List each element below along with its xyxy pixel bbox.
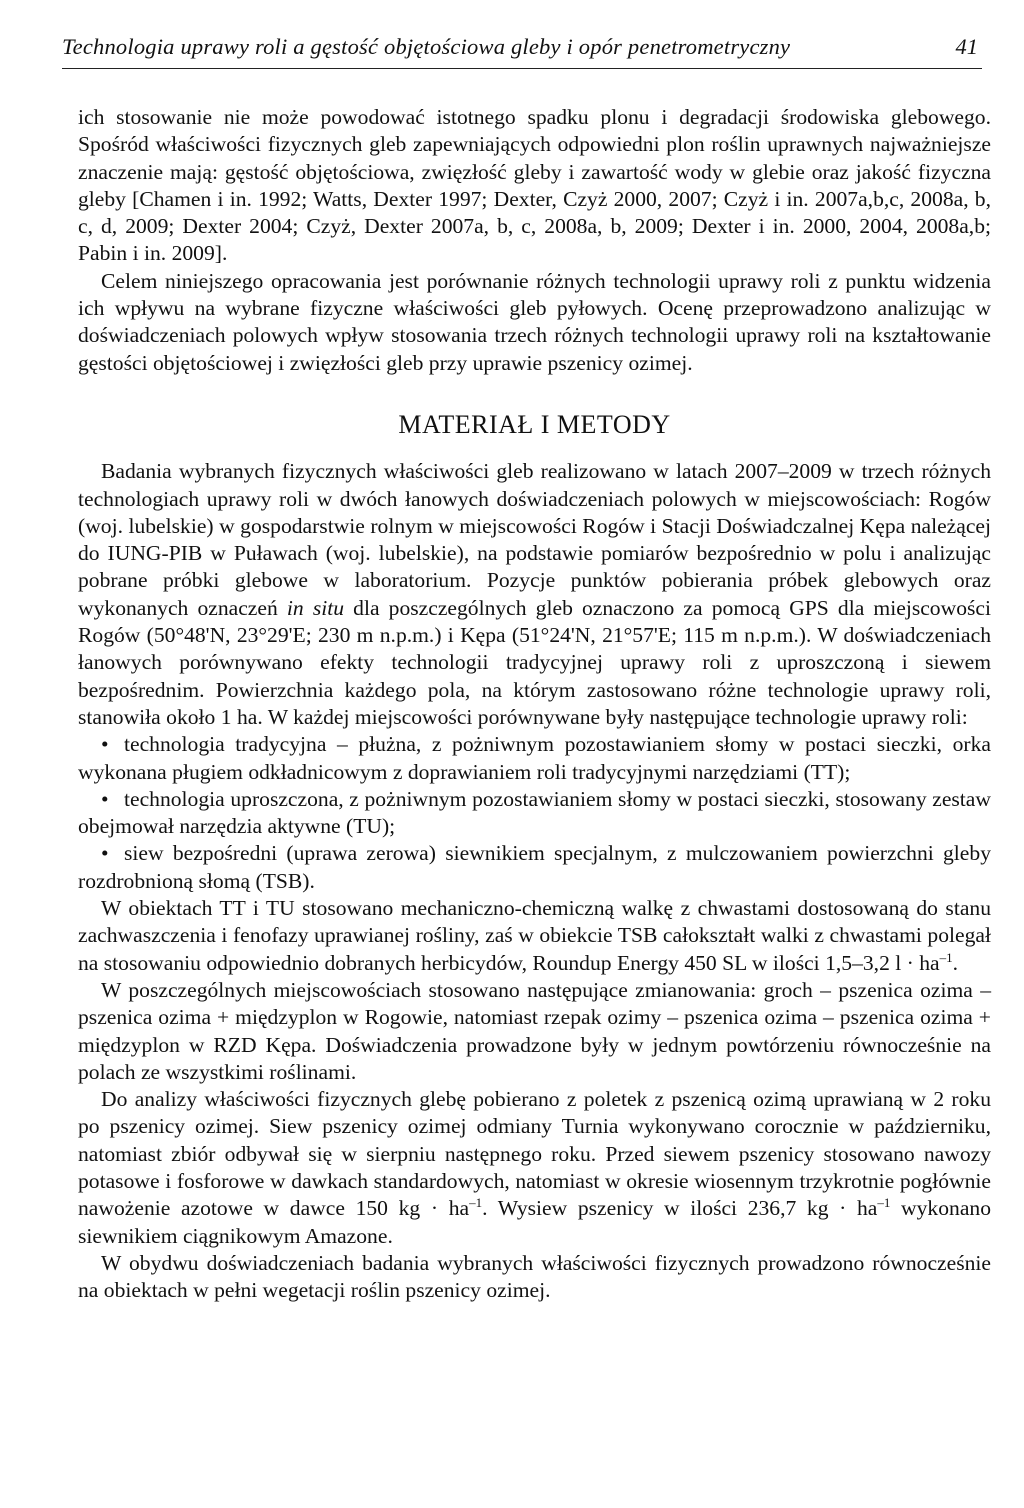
text-run: Badania wybranych fizycznych właściwości gleb realizowano w latach 2007–2009 w trzech różnych technologiach uprawy roli w dwóch łanowych doświadczeniach polowych w miejscowościach: Rogów (woj. lubelskie) w gospodarstwie rolnym w miejscowości Rogów i Stacji Doświadczalnej Kępa należącej do IUNG-PIB w Puławach (woj. lubelskie), na podstawie pomiarów bezpośrednio w polu i analizując pobrane próbki glebowe w laboratorium. Pozycje punktów pobierania próbek glebowych oraz wykonanych oznaczeń [78,459,991,620]
running-header [62,34,982,69]
text-run: Do analizy właściwości fizycznych glebę pobierano z poletek z pszenicą ozimą uprawianą w 2 roku po pszenicy ozimej. Siew pszenicy ozimej odmiany Turnia wykonywano corocznie w październiku, natomiast zbiór odbywał się w sierpniu następnego roku. Przed siewem pszenicy stosowano nawozy potasowe i fosforowe w dawkach standardowych, natomiast w okresie wiosennym trzykrotnie pogłównie nawożenie azotowe w dawce 150 kg · ha [78,1087,991,1221]
paragraph-crop-rotation: W poszczególnych miejscowościach stosowano następujące zmianowania: groch – pszenica ozima – pszenica ozima + międzyplon w Rogowie, natomiast rzepak ozimy – pszenica ozima – pszenica ozima + międzyplon w RZD Kępa. Doświadczenia prowadzone były w jednym powtórzeniu równocześnie na polach ze wszystkimi roślinami. [78,977,991,1084]
text-run: W obiektach TT i TU stosowano mechaniczno-chemiczną walkę z chwastami dostosowaną do stanu zachwaszczenia i fenofazy uprawianej rośliny, zaś w obiekcie TSB całokształt walki z chwastami polegał na stosowaniu odpowiednio dobranych herbicydów, Roundup Energy 450 SL w ilości 1,5–3,2 l · ha [78,896,991,975]
running-title: Technologia uprawy roli a gęstość objętościowa gleby i opór penetrometryczny [62,34,791,59]
list-item-text: siew bezpośredni (uprawa zerowa) siewnikiem specjalnym, z mulczowaniem powierzchni gleby rozdrobnioną słomą (TSB). [78,841,991,893]
list-item-tu [78,786,991,841]
list-item-text: technologia uproszczona, z pożniwnym pozostawianiem słomy w postaci sieczki, stosowany zestaw obejmował narzędzia aktywne (TU); [78,786,991,839]
superscript: –1 [877,1195,891,1211]
bullet-mark: • [101,786,109,811]
list-item-text: technologia tradycyjna – płużna, z pożniwnym pozostawianiem słomy w postaci sieczki, orka wykonana pługiem odkładnicowym z doprawianiem roli tradycyjnymi narzędziami (TT); [78,732,991,784]
text-run: wykonano siewnikiem ciągnikowym Amazone. [78,1196,991,1248]
paragraph-methods-sites [78,458,991,731]
section-heading: MATERIAŁ I METODY [398,409,671,439]
text-run: . [952,950,959,975]
paragraph-aim: Celem niniejszego opracowania jest porównanie różnych technologii uprawy roli z punktu widzenia ich wpływu na wybrane fizyczne właściwości gleb pyłowych. Ocenę przeprowadzono analizując w doświadczeniach polowych wpływ stosowania trzech różnych technologii uprawy roli na kształtowanie gęstości objętościowej i zwięzłości gleb przy uprawie pszenicy ozimej. [78,268,991,375]
italic-term: in situ [286,595,345,620]
paragraph-measurement-timing: W obydwu doświadczeniach badania wybranych właściwości fizycznych prowadzono równocześnie na obiektach w pełni wegetacji roślin pszenicy ozimej. [78,1250,991,1303]
list-item-tsb [78,840,991,895]
text-run: . Wysiew pszenicy w ilości 236,7 kg · ha [482,1196,878,1221]
text-run: dla poszczególnych gleb oznaczono za pomocą GPS dla miejscowości Rogów (50°48'N, 23°29'E; 230 m n.p.m.) i Kępa (51°24'N, 21°57'E; 115 m n.p.m.). W doświadczeniach łanowych porównywano efekty technologii tradycyjnej uprawy roli z uproszczoną i siewem bezpośrednim. Powierzchnia każdego pola, na którym zastosowano różne technologie uprawy roli, stanowiła około 1 ha. W każdej miejscowości porównywane były następujące technologie uprawy roli: [78,595,991,729]
page-number: 41 [955,34,978,59]
list-item-tt [78,731,991,786]
bullet-mark: • [101,732,109,757]
paragraph-weed-control [78,895,991,977]
superscript: –1 [469,1195,483,1211]
bullet-mark: • [101,841,109,866]
paragraph-sampling [78,1086,991,1250]
superscript: –1 [939,949,953,965]
body-text [78,104,991,1304]
paragraph-intro-continued: ich stosowanie nie może powodować istotnego spadku plonu i degradacji środowiska glebowego. Spośród właściwości fizycznych gleb zapewniających odpowiedni plon roślin uprawnych najważniejsze znaczenie mają: gęstość objętościowa, zwięzłość gleby i zawartość wody w glebie oraz jakość fizyczna gleby [Chamen i in. 1992; Watts, Dexter 1997; Dexter, Czyż 2000, 2007; Czyż i in. 2007a,b,c, 2008a, b, c, d, 2009; Dexter 2004; Czyż, Dexter 2007a, b, c, 2008a, b, 2009; Dexter i in. 2000, 2004, 2008a,b; Pabin i in. 2009]. [78,105,991,266]
